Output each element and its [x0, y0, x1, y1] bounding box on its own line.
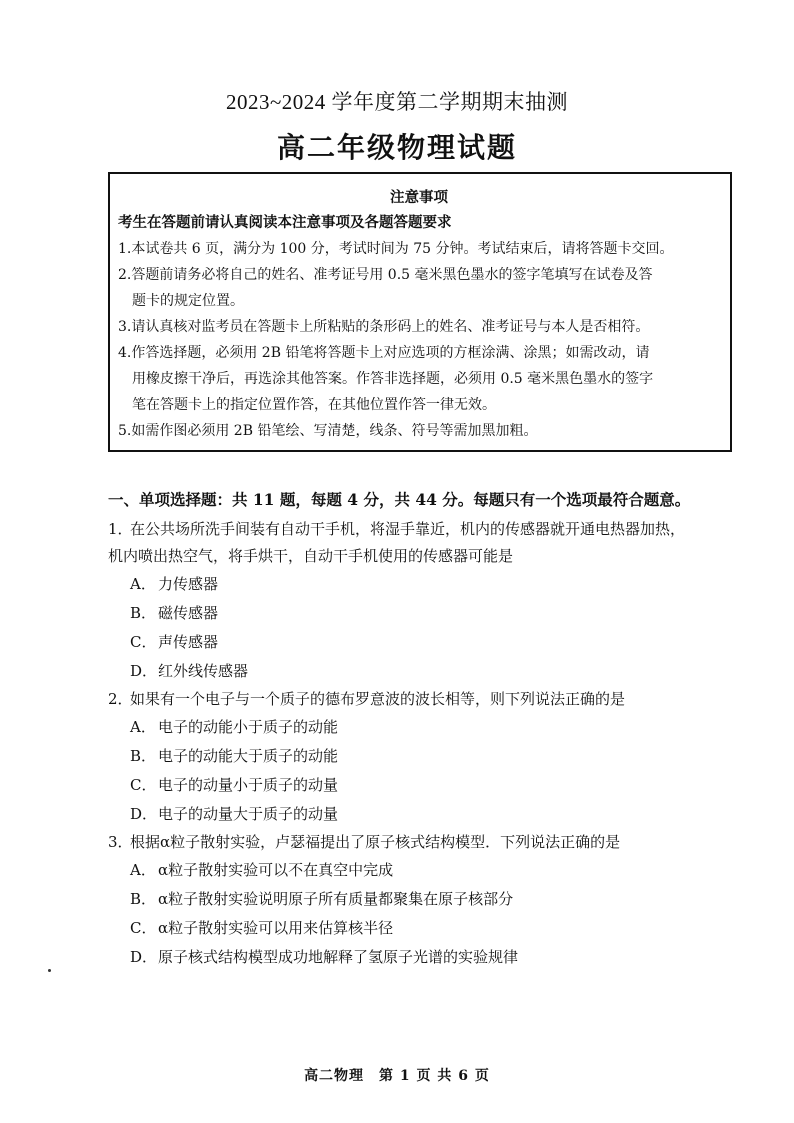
question-stem-text: 在公共场所洗手间装有自动干手机，将湿手靠近，机内的传感器就开通电热器加热，: [130, 520, 686, 538]
question-number: 2．: [108, 690, 133, 708]
option-text: 声传感器: [158, 633, 219, 651]
option-letter: B．: [130, 604, 157, 622]
option-letter: C．: [130, 776, 157, 794]
option-letter: C．: [130, 919, 157, 937]
option-text: 磁传感器: [158, 604, 219, 622]
notice-box: [108, 172, 732, 452]
term-heading: 2023~2024 学年度第二学期期末抽测: [225, 90, 569, 114]
question-3-stem: [108, 829, 738, 856]
option-text: α粒子散射实验说明原子所有质量都聚集在原子核部分: [158, 890, 514, 908]
question-number: 1．: [108, 520, 133, 538]
option-letter: A．: [130, 575, 156, 593]
question-2-stem: [108, 686, 738, 713]
option-letter: D．: [130, 805, 158, 823]
option-d: [108, 943, 738, 972]
notice-item-2-line-1: 2.答题前请务必将自己的姓名、准考证号用 0.5 毫米黑色墨水的签字笔填写在试卷及答: [118, 267, 653, 283]
option-letter: D．: [130, 948, 158, 966]
question-stem-text: 根据α粒子散射实验，卢瑟福提出了原子核式结构模型．下列说法正确的是: [130, 833, 621, 851]
notice-item-4-line-1: 4.作答选择题，必须用 2B 铅笔将答题卡上对应选项的方框涂满、涂黑；如需改动，请: [118, 345, 650, 361]
option-b: [108, 742, 738, 771]
option-text: 电子的动量大于质子的动量: [158, 805, 339, 823]
option-text: 红外线传感器: [158, 662, 249, 680]
option-b: [108, 599, 738, 628]
option-d: [108, 800, 738, 829]
option-text: 力传感器: [158, 575, 219, 593]
option-letter: A．: [130, 861, 156, 879]
question-3: [108, 829, 738, 972]
option-letter: B．: [130, 890, 157, 908]
option-c: [108, 914, 738, 943]
notice-item-3: 3.请认真核对监考员在答题卡上所粘贴的条形码上的姓名、准考证号与本人是否相符。: [118, 319, 650, 335]
option-a: [108, 570, 738, 599]
notice-item-4-line-3: 笔在答题卡上的指定位置作答，在其他位置作答一律无效。: [132, 397, 496, 413]
option-a: [108, 713, 738, 742]
option-letter: D．: [130, 662, 158, 680]
question-1-stem-line-2: 机内喷出热空气，将手烘干，自动干手机使用的传感器可能是: [108, 547, 514, 565]
exam-title: 高二年级物理试题: [276, 131, 517, 164]
option-text: 电子的动量小于质子的动量: [158, 776, 339, 794]
question-2: [108, 686, 738, 829]
question-1-stem-line-1: [108, 516, 738, 543]
option-letter: C．: [130, 633, 157, 651]
page-footer: 高二物理 第 1 页 共 6 页: [304, 1068, 490, 1084]
notice-item-4-line-2: 用橡皮擦干净后，再选涂其他答案。作答非选择题，必须用 0.5 毫米黑色墨水的签字: [132, 371, 654, 387]
option-text: α粒子散射实验可以用来估算核半径: [158, 919, 394, 937]
question-number: 3．: [108, 833, 133, 851]
question-1: [108, 516, 738, 686]
notice-subtitle: 考生在答题前请认真阅读本注意事项及各题答题要求: [118, 214, 452, 231]
question-stem-text: 如果有一个电子与一个质子的德布罗意波的波长相等，则下列说法正确的是: [130, 690, 626, 708]
option-letter: B．: [130, 747, 157, 765]
notice-item-2-line-2: 题卡的规定位置。: [132, 293, 244, 309]
section-heading: 一、单项选择题：共 11 题，每题 4 分，共 44 分。每题只有一个选项最符合题意。: [108, 490, 691, 509]
option-text: 原子核式结构模型成功地解释了氢原子光谱的实验规律: [158, 948, 519, 966]
notice-item-1: 1.本试卷共 6 页，满分为 100 分，考试时间为 75 分钟。考试结束后，请将答题卡交回。: [118, 241, 674, 257]
option-text: 电子的动能大于质子的动能: [158, 747, 339, 765]
option-c: [108, 771, 738, 800]
notice-item-5: 5.如需作图必须用 2B 铅笔绘、写清楚，线条、符号等需加黑加粗。: [118, 423, 538, 439]
option-text: α粒子散射实验可以不在真空中完成: [158, 861, 394, 879]
option-a: [108, 856, 738, 885]
option-b: [108, 885, 738, 914]
option-text: 电子的动能小于质子的动能: [158, 718, 339, 736]
notice-title: 注意事项: [390, 189, 448, 206]
scan-speck: [48, 969, 51, 972]
option-d: [108, 657, 738, 686]
option-letter: A．: [130, 718, 156, 736]
option-c: [108, 628, 738, 657]
